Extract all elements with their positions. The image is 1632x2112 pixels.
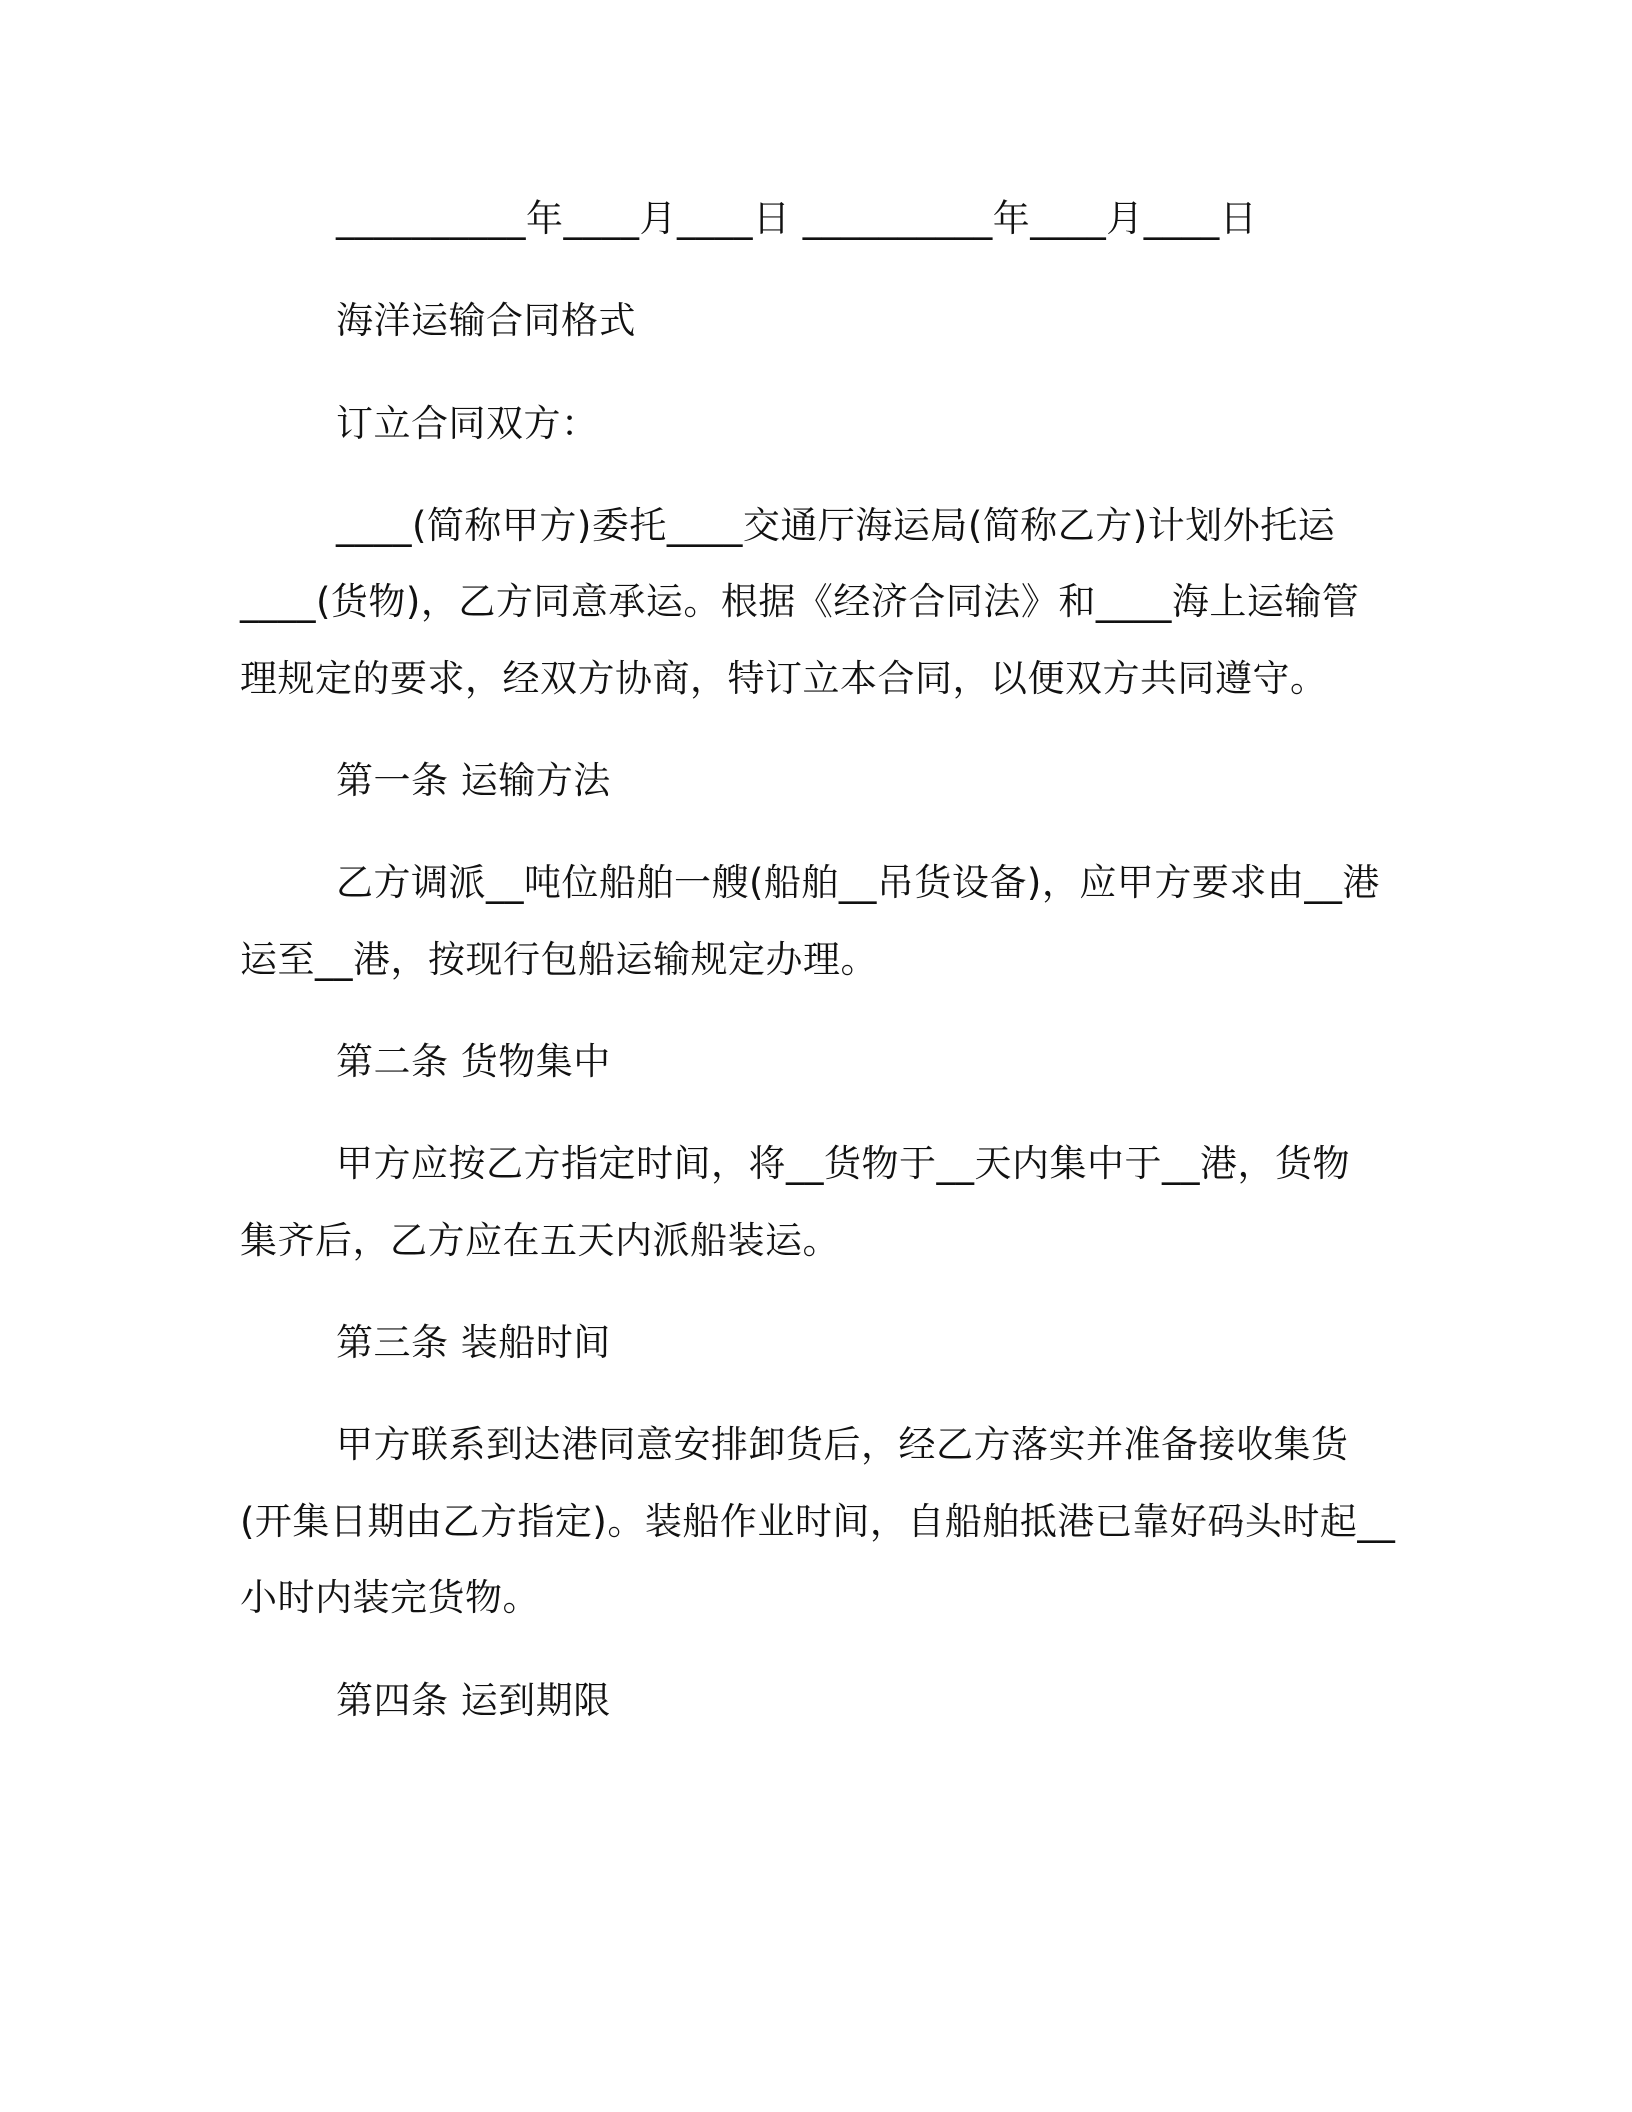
article3-line-2: (开集日期由乙方指定)。装船作业时间，自船舶抵港已靠好码头时起__ bbox=[240, 1500, 1396, 1543]
article2-line-2: 集齐后，乙方应在五天内派船装运。 bbox=[240, 1219, 840, 1262]
intro-line-1: ____(简称甲方)委托____交通厅海运局(简称乙方)计划外托运 bbox=[336, 504, 1336, 547]
document-title: 海洋运输合同格式 bbox=[336, 299, 636, 342]
intro-line-2: ____(货物)，乙方同意承运。根据《经济合同法》和____海上运输管 bbox=[240, 580, 1360, 623]
article3-line-3: 小时内装完货物。 bbox=[240, 1576, 540, 1619]
article3-line-1: 甲方联系到达港同意安排卸货后，经乙方落实并准备接收集货 bbox=[336, 1423, 1349, 1466]
article3-heading: 第三条 装船时间 bbox=[336, 1321, 611, 1364]
article1-line-1: 乙方调派__吨位船舶一艘(船舶__吊货设备)，应甲方要求由__港 bbox=[336, 861, 1380, 904]
article4-heading: 第四条 运到期限 bbox=[336, 1679, 611, 1722]
intro-line-3: 理规定的要求，经双方协商，特订立本合同，以便双方共同遵守。 bbox=[240, 657, 1328, 700]
article1-heading: 第一条 运输方法 bbox=[336, 759, 611, 802]
date-line: __________年____月____日 __________年____月____日 bbox=[336, 197, 1258, 240]
parties-label: 订立合同双方： bbox=[336, 402, 599, 445]
article2-heading: 第二条 货物集中 bbox=[336, 1040, 611, 1083]
article1-line-2: 运至__港，按现行包船运输规定办理。 bbox=[240, 938, 878, 981]
article2-line-1: 甲方应按乙方指定时间，将__货物于__天内集中于__港，货物 bbox=[336, 1142, 1350, 1185]
